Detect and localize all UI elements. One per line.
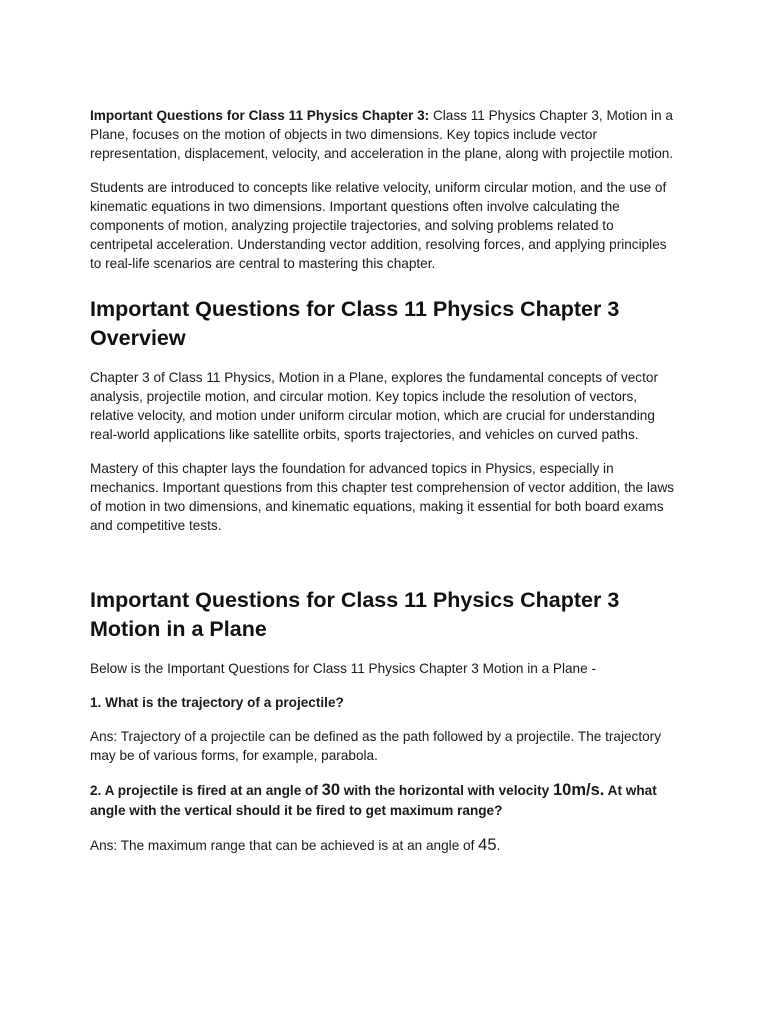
intro-paragraph-1-text: Class 11 Physics Chapter 3, Motion in a Plane, focuses on the motion of objects in two dimensions. Key topics include vector representation, displacement, velocity, and acceleration in the plane, along with projectile motion. xyxy=(90,108,674,161)
answer-2-part-1: Ans: The maximum range that can be achieved is at an angle of xyxy=(90,838,479,853)
question-2-angle-value: 30 xyxy=(321,781,341,799)
overview-paragraph-2: Mastery of this chapter lays the foundation for advanced topics in Physics, especially in mechanics. Important questions from this chapter test comprehension of vector addition, the laws of motion in two dimensions, and kinematic equations, making it essential for both board exams and competitive tests. xyxy=(90,461,675,533)
intro-paragraph-1 xyxy=(90,106,678,163)
intro-bold-lead: Important Questions for Class 11 Physics Chapter 3: xyxy=(90,108,430,123)
overview-heading: Important Questions for Class 11 Physics Chapter 3 Overview xyxy=(90,297,620,350)
questions-intro: Below is the Important Questions for Class 11 Physics Chapter 3 Motion in a Plane - xyxy=(90,661,596,676)
answer-2-angle-value: 45 xyxy=(478,836,497,854)
question-2-part-1: 2. A projectile is fired at an angle of xyxy=(90,783,322,798)
answer-2 xyxy=(90,836,678,855)
intro-paragraph-2: Students are introduced to concepts like relative velocity, uniform circular motion, and the use of kinematic equations in two dimensions. Important questions often involve calculating the components of motion, analyzing projectile trajectories, and solving problems related to centripetal acceleration. Understanding vector addition, resolving forces, and applying principles to real-life scenarios are central to mastering this chapter. xyxy=(90,180,667,271)
answer-2-part-2: . xyxy=(496,838,501,853)
answer-1: Ans: Trajectory of a projectile can be defined as the path followed by a projectile. The trajectory may be of various forms, for example, parabola. xyxy=(90,729,662,763)
question-2-part-2: with the horizontal with velocity xyxy=(340,783,553,798)
question-2-part-3: At what angle with the vertical should it be fired to get maximum range? xyxy=(90,783,657,818)
question-1: 1. What is the trajectory of a projectile? xyxy=(90,695,344,710)
question-2-velocity-value: 10m/s. xyxy=(553,781,605,799)
questions-heading: Important Questions for Class 11 Physics Chapter 3 Motion in a Plane xyxy=(90,588,620,641)
question-2 xyxy=(90,780,678,821)
overview-paragraph-1: Chapter 3 of Class 11 Physics, Motion in a Plane, explores the fundamental concepts of vector analysis, projectile motion, and circular motion. Key topics include the resolution of vectors, relative velocity, and motion under uniform circular motion, which are crucial for understanding real-world applications like satellite orbits, sports trajectories, and vehicles on curved paths. xyxy=(90,370,658,442)
